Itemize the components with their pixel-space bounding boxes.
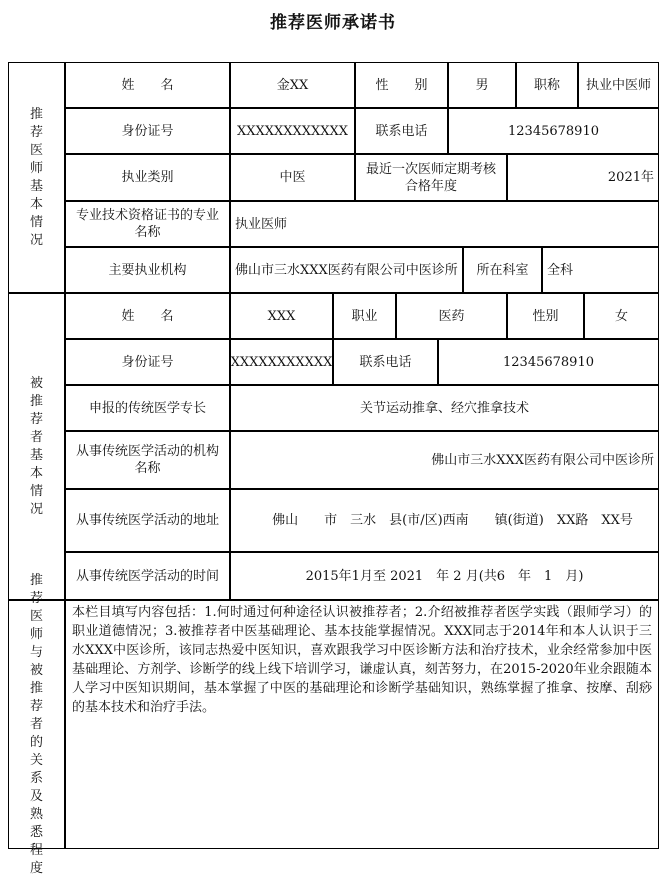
recommendee-specialty: 关节运动推拿、经穴推拿技术 [230,385,659,431]
recommendee-gender-label: 性别 [507,293,584,339]
recommender-title-label: 职称 [516,62,578,108]
recommendee-phone-label: 联系电话 [333,339,438,385]
recommendee-job-label: 职业 [333,293,396,339]
recommendee-id: XXXXXXXXXXX [230,339,333,385]
recommender-phone: 12345678910 [448,108,659,154]
recommendee-job: 医药 [396,293,507,339]
recommendee-specialty-label: 申报的传统医学专长 [65,385,230,431]
recommender-dept: 全科 [542,247,659,293]
recommendee-id-label: 身份证号 [65,339,230,385]
recommendee-address-label: 从事传统医学活动的地址 [65,489,230,552]
recommender-category: 中医 [230,154,355,201]
recommender-exam-label: 最近一次医师定期考核合格年度 [355,154,507,201]
recommender-section-label: 推荐医师基本情况 [8,62,65,293]
recommender-title-value: 执业中医师 [578,62,659,108]
recommendee-org: 佛山市三水XXX医药有限公司中医诊所 [230,431,659,489]
relation-text: 本栏目填写内容包括：1.何时通过何种途径认识被推荐者；2.介绍被推荐者医学实践（跟师学习）的职业道德情况；3.被推荐者中医基础理论、基本技能掌握情况。XXX同志于2014年和本人认识于三水XXX中医诊所，该同志热爱中医知识，喜欢跟我学习中医诊断方法和治疗技术，业余经常参加中医基础理论、方剂学、诊断学的线上线下培训学习，谦虚认真，刻苦努力，在2015-2020年业余跟随本人学习中医知识期间，基本掌握了中医的基础理论和诊断学基础知识，熟练掌握了推拿、按摩、刮痧的基本技术和治疗手法。 [65,600,659,849]
recommender-org: 佛山市三水XXX医药有限公司中医诊所 [230,247,463,293]
recommendee-time: 2015年1月至 2021 年 2 月(共6 年 1 月) [230,552,659,600]
recommendee-phone: 12345678910 [438,339,659,385]
recommendee-address: 佛山 市 三水 县(市/区)西南 镇(街道) XX路 XX号 [230,489,659,552]
recommendee-name: XXX [230,293,333,339]
page-title: 推荐医师承诺书 [270,13,396,33]
recommendee-name-label: 姓 名 [65,293,230,339]
recommendee-gender: 女 [584,293,659,339]
recommender-category-label: 执业类别 [65,154,230,201]
recommender-exam-year: 2021年 [507,154,659,201]
recommendee-time-label: 从事传统医学活动的时间 [65,552,230,600]
recommender-cert-label: 专业技术资格证书的专业名称 [65,201,230,247]
recommender-name: 金XX [230,62,355,108]
relation-section-label: 推荐医师与被推荐者的关系及熟悉程度 [8,600,65,849]
recommender-gender-label: 性 别 [355,62,448,108]
recommender-id-label: 身份证号 [65,108,230,154]
recommender-name-label: 姓 名 [65,62,230,108]
recommender-phone-label: 联系电话 [355,108,448,154]
recommendee-org-label: 从事传统医学活动的机构名称 [65,431,230,489]
recommender-dept-label: 所在科室 [463,247,542,293]
recommendee-section-label: 被推荐者基本情况 [8,293,65,600]
recommender-org-label: 主要执业机构 [65,247,230,293]
recommender-cert: 执业医师 [230,201,659,247]
recommender-gender: 男 [448,62,516,108]
recommender-id: XXXXXXXXXXXX [230,108,355,154]
